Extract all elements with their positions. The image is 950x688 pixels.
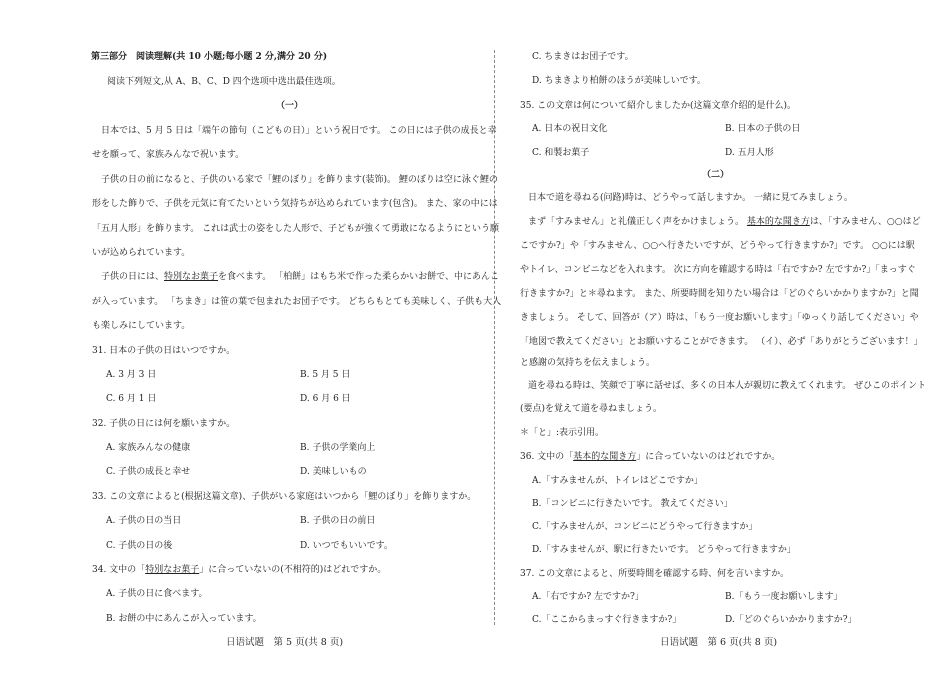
passage-marker-1: （一）: [276, 101, 304, 111]
option-37b: B.「もう一度お願いします」: [725, 592, 843, 602]
passage1-line: せを願って、家族みんなで祝います。: [92, 150, 245, 160]
option-34b: B. お餅の中にあんこが入っています。: [106, 614, 262, 624]
passage2-line: まず「すみません」と礼儀正しく声をかけましょう。 基本的な聞き方は、「すみません、○○はど: [528, 217, 921, 227]
option-36c: C.「すみませんが、コンビニにどうやって行きますか」: [532, 522, 758, 532]
passage2-line: 「地図で教えてください」とお願いすることができます。 （イ）、必ず「ありがとうございます！」: [520, 337, 923, 347]
page-6: [498, 0, 950, 688]
passage2-line: (要点)を覚えて道を尋ねましょう。: [520, 404, 663, 414]
option-34a: A. 子供の日に食べます。: [106, 589, 208, 599]
passage1-line: も楽しみにしています。: [92, 321, 191, 331]
passage2-line: やトイレ、コンビニなどを入れます。 次に方向を確認する時は「右ですか? 左ですか?」「まっすぐ: [520, 265, 916, 275]
option-36a: A.「すみませんが、トイレはどこですか」: [532, 476, 703, 486]
page-footer-6: 日语试题 第 6 页(共 8 页): [660, 637, 778, 648]
option-32b: B. 子供の学業向上: [300, 443, 376, 453]
passage2-line: 日本で道を尋ねる(问路)時は、どうやって話しますか。 一緒に見てみましょう。: [528, 193, 853, 203]
option-36b: B.「コンビニに行きたいです。 教えてください」: [532, 499, 733, 509]
question-34: 34. 文中の「特別なお菓子」に合っていないの(不相符的)はどれですか。: [92, 565, 387, 575]
reading-instruction: 阅读下列短文,从 A、B、C、D 四个选项中选出最佳选项。: [107, 77, 341, 87]
passage-marker-2: （二）: [702, 170, 730, 180]
passage1-line: いが込められています。: [92, 248, 191, 258]
option-32a: A. 家族みんなの健康: [106, 443, 191, 453]
option-33d: D. いつでもいいです。: [300, 541, 393, 551]
passage1-line: が入っています。 「ちまき」は笹の葉で包まれたお団子です。 どちらもとても美味しく、子供も大人: [92, 297, 502, 307]
passage1-line: 子供の日の前になると、子供のいる家で「鯉のぼり」を飾ります(装饰)。 鯉のぼりは空に泳ぐ鯉の: [101, 175, 498, 185]
passage1-line: 日本では、5 月 5 日は「端午の節句（こどもの日）」という祝日です。 この日には子供の成長と幸: [101, 126, 497, 136]
underlined-term: 基本的な聞き方: [746, 217, 810, 227]
question-31: 31. 日本の子供の日はいつですか。: [92, 346, 236, 356]
passage2-line: きましょう。 そして、回答が（ア）時は、「もう一度お願いします」「ゆっくり話してください」や: [520, 313, 919, 323]
section-title: 第三部分 阅读理解(共 10 小题;每小题 2 分,满分 20 分): [91, 52, 328, 62]
passage1-line: 形をした飾りで、子供を元気に育てたいという気持ちが込められています(包含)。 また、家の中には: [92, 199, 498, 209]
option-32c: C. 子供の成長と幸せ: [106, 467, 191, 477]
option-31a: A. 3 月 3 日: [106, 370, 157, 380]
option-31d: D. 6 月 6 日: [300, 394, 351, 404]
passage2-line: 道を尋ねる時は、笑顔で丁寧に話せば、多くの日本人が親切に教えてくれます。 ぜひこのポイント: [528, 381, 927, 391]
question-33: 33. この文章によると(根据这篇文章)、子供がいる家庭はいつから「鯉のぼり」を飾りますか。: [92, 492, 477, 502]
option-33a: A. 子供の日の当日: [106, 516, 182, 526]
passage1-line: 「五月人形」を飾ります。 これは武士の姿をした人形で、子どもが強くて勇敢になるようにという願: [92, 224, 499, 234]
question-37: 37. この文章によると、所要時間を確認する時、何を言いますか。: [520, 569, 790, 579]
option-32d: D. 美味しいもの: [300, 467, 367, 477]
page-footer-5: 日语试题 第 5 页(共 8 页): [226, 637, 344, 648]
option-35d: D. 五月人形: [725, 148, 774, 158]
question-36: 36. 文中の「基本的な聞き方」に合っていないのはどれですか。: [520, 452, 781, 462]
option-33b: B. 子供の日の前日: [300, 516, 376, 526]
passage2-line: こですか?」や「すみません、○○へ行きたいですが、どうやって行きますか?」です。 ○○には駅: [520, 241, 915, 251]
underlined-term: 特別なお菓子: [164, 272, 219, 282]
footnote: ＊「と」:表示引用。: [520, 428, 605, 438]
option-31c: C. 6 月 1 日: [106, 394, 157, 404]
underlined-term: 基本的な聞き方: [573, 452, 637, 462]
option-34c: C. ちまきはお団子です。: [532, 52, 634, 62]
option-33c: C. 子供の日の後: [106, 541, 173, 551]
passage2-line: と感謝の気持ちを伝えましょう。: [520, 358, 656, 368]
option-37c: C.「ここからまっすぐ行きますか?」: [532, 615, 682, 625]
option-36d: D.「すみませんが、駅に行きたいです。 どうやって行きますか」: [532, 545, 796, 555]
option-31b: B. 5 月 5 日: [300, 370, 351, 380]
option-37d: D.「どのぐらいかかりますか?」: [725, 615, 857, 625]
question-35: 35. この文章は何について紹介しましたか(这篇文章介绍的是什么)。: [520, 101, 797, 111]
option-37a: A.「右ですか? 左ですか?」: [532, 592, 644, 602]
question-32: 32. 子供の日には何を願いますか。: [92, 419, 236, 429]
underlined-term: 特別なお菓子: [145, 565, 200, 575]
option-35b: B. 日本の子供の日: [725, 124, 801, 134]
passage1-line: 子供の日には、特別なお菓子を食べます。 「柏餅」はもち米で作った柔らかいお餅で、中にあんこ: [101, 272, 499, 282]
passage2-line: 行きますか?」と＊尋ねます。 また、所要時間を知りたい場合は「どのぐらいかかりますか?」と聞: [520, 289, 919, 299]
option-34d: D. ちまきより柏餅のほうが美味しいです。: [532, 76, 706, 86]
option-35c: C. 和製お菓子: [532, 148, 590, 158]
option-35a: A. 日本の祝日文化: [532, 124, 608, 134]
